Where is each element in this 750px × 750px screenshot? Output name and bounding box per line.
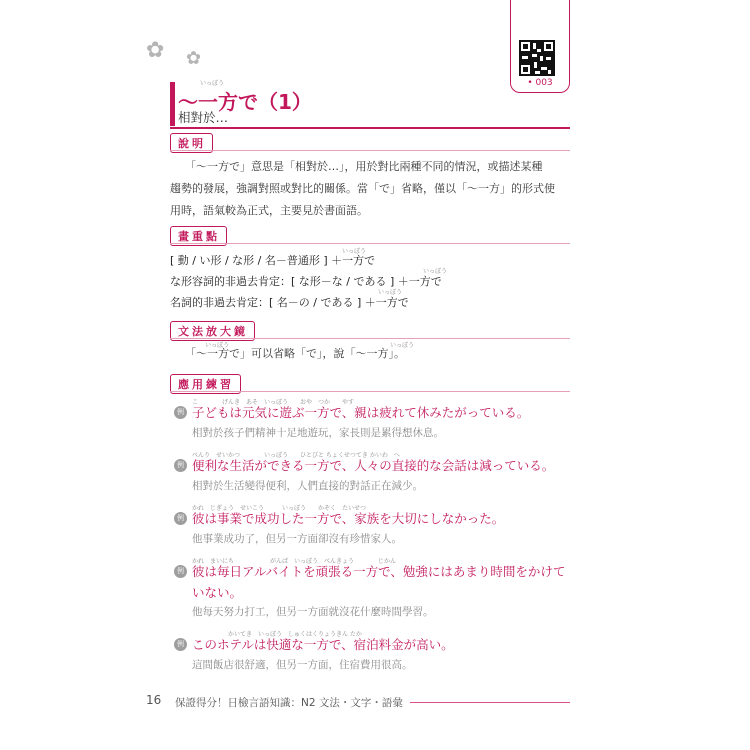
section-divider (170, 338, 570, 339)
qr-code-tab (510, 0, 570, 93)
furigana: べんり せいかつ いっぽう ひとびと ちょくせつてき かいわ へ (192, 452, 400, 459)
example-badge: 例 (174, 565, 187, 578)
flower-icon: ✿ (146, 38, 165, 63)
page-title: ～一方で（1） (178, 90, 312, 114)
explanation-line: 用時，語氣較為正式，主要見於書面語。 (170, 204, 368, 217)
furigana: こ げんき あそ いっぽう おや つか やす (192, 399, 355, 406)
example-japanese: このホテルは快適な一方で、宿泊料金が高い。 (192, 637, 454, 652)
example-chinese: 這間飯店很舒適，但另一方面，住宿費用很高。 (192, 659, 413, 671)
footer-divider (410, 702, 570, 703)
example-badge: 例 (174, 512, 187, 525)
pattern-line: な形容詞的非過去肯定：[ な形－な / である ] ＋一方で (170, 275, 442, 288)
example-japanese: 彼は事業で成功した一方で、家族を大切にしなかった。 (192, 511, 505, 526)
explanation-line: 「～一方で」意思是「相對於…」，用於對比兩種不同的情況，或描述某種 (185, 160, 543, 173)
audio-track-code: • 003 (527, 78, 553, 88)
title-divider (170, 127, 570, 129)
furigana: いっぽう (205, 342, 230, 349)
furigana: かれ まいにち がんば いっぽう べんきょう じかん (192, 558, 397, 565)
example-japanese: 子どもは元気に遊ぶ一方で、親は疲れて休みたがっている。 (192, 405, 530, 420)
title-accent-bar (170, 82, 175, 126)
furigana: いっぽう (423, 268, 448, 275)
example-badge: 例 (174, 638, 187, 651)
example-badge: 例 (174, 459, 187, 472)
grammar-line: 「～一方で」可以省略「で」，說「～一方」。 (185, 347, 405, 360)
section-divider (170, 391, 570, 392)
example-badge: 例 (174, 406, 187, 419)
section-label-explanation: 說明 (170, 133, 213, 153)
example-chinese: 相對於生活變得便利，人們直接的對話正在減少。 (192, 480, 423, 492)
furigana: かいてき いっぽう しゅくはくりょうきん たか (192, 631, 362, 638)
example-japanese: 便利な生活ができる一方で、人々の直接的な会話は減っている。 (192, 458, 555, 473)
section-label-key-points: 畫重點 (170, 226, 227, 246)
example-chinese: 相對於孩子們精神十足地遊玩，家長則是累得想休息。 (192, 427, 444, 439)
section-divider (170, 150, 570, 151)
section-label-grammar: 文法放大鏡 (170, 321, 255, 341)
example-chinese: 他事業成功了，但另一方面卻沒有珍惜家人。 (192, 533, 402, 545)
example-chinese: 他每天努力打工，但另一方面就沒花什麼時間學習。 (192, 606, 434, 618)
furigana: いっぽう (390, 342, 415, 349)
page-subtitle: 相對於… (178, 110, 229, 125)
qr-code-icon (519, 40, 555, 76)
explanation-line: 趨勢的發展，強調對照或對比的關係。當「で」省略，僅以「～一方」的形式使 (170, 182, 555, 195)
furigana: いっぽう (378, 289, 403, 296)
flower-icon: ✿ (186, 48, 202, 69)
pattern-line: [ 動 / い形 / な形 / 名－普通形 ] ＋一方で (170, 254, 376, 267)
pattern-line: 名詞的非過去肯定：[ 名－の / である ] ＋一方で (170, 296, 409, 309)
section-divider (170, 243, 570, 244)
furigana: かれ じぎょう せいこう いっぽう かぞく たいせつ (192, 505, 367, 512)
example-japanese-continued: いない。 (192, 585, 243, 600)
section-label-practice: 應用練習 (170, 374, 241, 394)
example-japanese: 彼は毎日アルバイトを頑張る一方で、勉強にはあまり時間をかけて (192, 564, 566, 579)
furigana: いっぽう (342, 248, 367, 255)
page-number: 16 (146, 693, 162, 707)
title-furigana: いっぽう (200, 80, 225, 87)
footer-book-title: 保證得分！日檢言語知識：N2 文法・文字・語彙 (175, 697, 403, 709)
